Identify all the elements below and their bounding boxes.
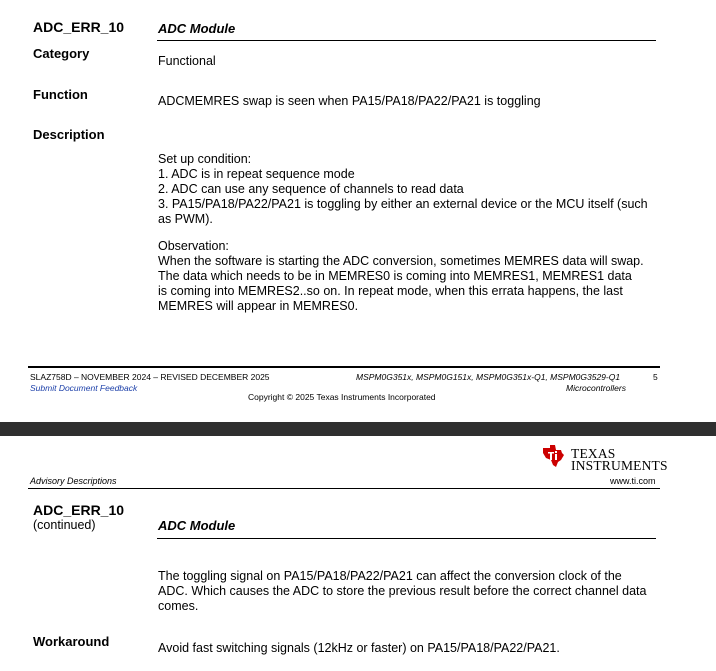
category-value: Functional bbox=[158, 54, 216, 68]
page-header-rule bbox=[28, 488, 660, 489]
ti-logo bbox=[540, 443, 566, 474]
description-text bbox=[158, 152, 648, 314]
header-rule bbox=[157, 40, 656, 41]
continued-label: (continued) bbox=[33, 518, 96, 532]
erratum-id: ADC_ERR_10 bbox=[33, 19, 125, 35]
function-value: ADCMEMRES swap is seen when PA15/PA18/PA22/PA21 is toggling bbox=[158, 94, 541, 108]
logo-text-instruments: INSTRUMENTS bbox=[571, 458, 668, 473]
description-line: 1. ADC is in repeat sequence mode bbox=[158, 167, 355, 181]
description-line: MEMRES will appear in MEMRES0. bbox=[158, 299, 359, 313]
module-name: ADC Module bbox=[158, 518, 236, 533]
workaround-label: Workaround bbox=[33, 634, 110, 649]
page-separator bbox=[0, 422, 716, 436]
category-label: Category bbox=[33, 46, 90, 61]
doc-revision: SLAZ758D – NOVEMBER 2024 – REVISED DECEMBER 2025 bbox=[30, 372, 270, 382]
description-line: When the software is starting the ADC conversion, sometimes MEMRES data will swap. bbox=[158, 254, 644, 268]
description-line: 3. PA15/PA18/PA22/PA21 is toggling by either an external device or the MCU itself (such bbox=[158, 197, 648, 211]
page-number: 5 bbox=[653, 372, 658, 382]
description-line: 2. ADC can use any sequence of channels to read data bbox=[158, 182, 464, 196]
logo-text-texas: TEXAS bbox=[571, 446, 616, 461]
copyright: Copyright © 2025 Texas Instruments Incorporated bbox=[248, 392, 436, 402]
paragraph-line: ADC. Which causes the ADC to store the previous result before the correct channel data bbox=[158, 584, 647, 598]
device-list: MSPM0G351x, MSPM0G151x, MSPM0G351x-Q1, MSPM0G3529-Q1 bbox=[356, 372, 621, 382]
section-title: Advisory Descriptions bbox=[30, 476, 117, 486]
description-label: Description bbox=[33, 127, 105, 142]
header-rule bbox=[157, 538, 656, 539]
description-line: The data which needs to be in MEMRES0 is coming into MEMRES1, MEMRES1 data bbox=[158, 269, 632, 283]
continued-paragraph bbox=[158, 569, 646, 614]
footer-rule bbox=[28, 366, 660, 368]
description-line: Observation: bbox=[158, 239, 229, 253]
paragraph-line: comes. bbox=[158, 599, 199, 613]
device-family: Microcontrollers bbox=[566, 383, 626, 393]
description-line: as PWM). bbox=[158, 212, 213, 226]
function-label: Function bbox=[33, 87, 88, 102]
module-name: ADC Module bbox=[158, 21, 236, 36]
description-line bbox=[158, 227, 648, 239]
erratum-id: ADC_ERR_10 bbox=[33, 502, 125, 518]
description-line: Set up condition: bbox=[158, 152, 252, 166]
workaround-value: Avoid fast switching signals (12kHz or faster) on PA15/PA18/PA22/PA21. bbox=[158, 641, 560, 655]
paragraph-line: The toggling signal on PA15/PA18/PA22/PA21 can affect the conversion clock of the bbox=[158, 569, 622, 583]
description-line: is coming into MEMRES2..so on. In repeat mode, when this errata happens, the last bbox=[158, 284, 623, 298]
submit-feedback-link[interactable]: Submit Document Feedback bbox=[30, 383, 138, 393]
ti-texas-logo-icon bbox=[540, 443, 566, 469]
website-url[interactable]: www.ti.com bbox=[610, 476, 656, 486]
